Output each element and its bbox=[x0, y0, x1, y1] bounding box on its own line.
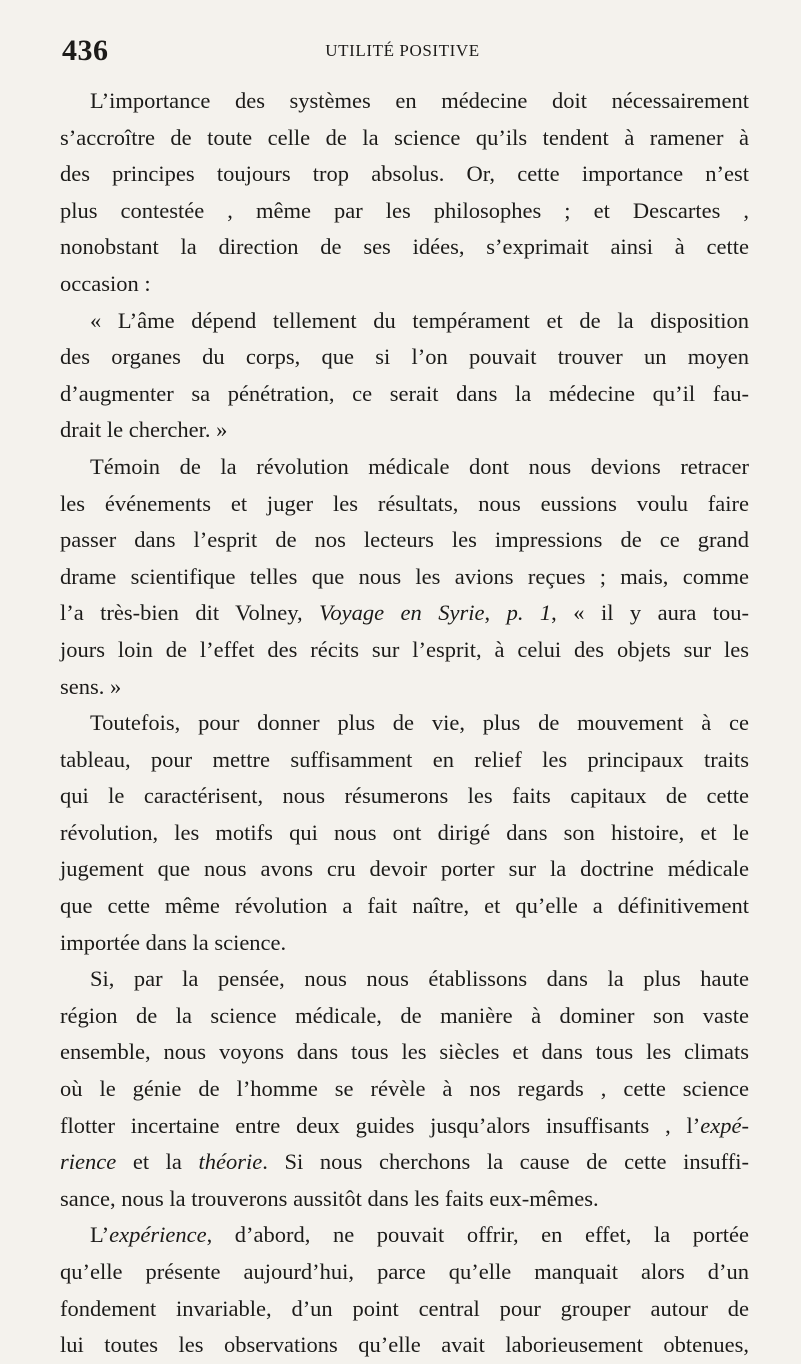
text-line: lui toutes les observations qu’elle avait laborieusement obtenues, bbox=[60, 1332, 749, 1358]
text-line: « L’âme dépend tellement du tempérament et de la disposition bbox=[90, 307, 749, 333]
text-line: des organes du corps, que si l’on pouvait trouver un moyen bbox=[60, 344, 749, 370]
text-line: jugement que nous avons cru devoir porter sur la doctrine médicale bbox=[60, 856, 749, 882]
text-line: qui le caractérisent, nous résumerons les faits capitaux de cette bbox=[60, 783, 749, 809]
running-head bbox=[62, 34, 743, 68]
text-line: des principes toujours trop absolus. Or, cette importance n’est bbox=[60, 161, 749, 187]
text-line: s’accroître de toute celle de la science qu’ils tendent à ramener à bbox=[60, 124, 749, 150]
text-line: passer dans l’esprit de nos lecteurs les impressions de ce grand bbox=[60, 527, 749, 553]
text-line: tableau, pour mettre suffisamment en relief les principaux traits bbox=[60, 746, 749, 772]
text-line: qu’elle présente aujourd’hui, parce qu’elle manquait alors d’un bbox=[60, 1259, 749, 1284]
page-number: 436 bbox=[62, 34, 109, 67]
text-line: sens. » bbox=[60, 673, 122, 699]
text-line: les événements et juger les résultats, nous eussions voulu faire bbox=[60, 490, 749, 516]
text-line: importée dans la science. bbox=[60, 929, 287, 955]
text-line: flotter incertaine entre deux guides jusqu’alors insuffisants , l’expé- bbox=[60, 1112, 749, 1138]
text-line: drait le chercher. » bbox=[60, 417, 228, 443]
text-line: Si, par la pensée, nous nous établissons dans la plus haute bbox=[90, 966, 749, 992]
text-line: Toutefois, pour donner plus de vie, plus de mouvement à ce bbox=[90, 710, 749, 736]
text-line: L’importance des systèmes en médecine doit nécessairement bbox=[90, 88, 749, 113]
text-line: L’expérience, d’abord, ne pouvait offrir, en effet, la portée bbox=[90, 1222, 749, 1248]
text-line: Témoin de la révolution médicale dont nous devions retracer bbox=[90, 453, 749, 479]
text-line: d’augmenter sa pénétration, ce serait dans la médecine qu’il fau- bbox=[60, 380, 749, 406]
text-line: nonobstant la direction de ses idées, s’exprimait ainsi à cette bbox=[60, 234, 749, 260]
text-line: ensemble, nous voyons dans tous les siècles et dans tous les climats bbox=[60, 1039, 749, 1065]
running-title: UTILITÉ POSITIVE bbox=[325, 41, 480, 60]
text-line: où le génie de l’homme se révèle à nos regards , cette science bbox=[60, 1076, 749, 1102]
text-line: l’a très-bien dit Volney, Voyage en Syrie, p. 1, « il y aura tou- bbox=[60, 600, 750, 626]
text-line: plus contestée , même par les philosophes ; et Descartes , bbox=[60, 197, 749, 223]
text-line: drame scientifique telles que nous les avions reçues ; mais, comme bbox=[60, 563, 749, 589]
text-line: rience et la théorie. Si nous cherchons la cause de cette insuffi- bbox=[60, 1149, 749, 1175]
text-line: jours loin de l’effet des récits sur l’esprit, à celui des objets sur les bbox=[60, 636, 749, 662]
body-text bbox=[60, 83, 749, 1364]
text-line: sance, nous la trouverons aussitôt dans les faits eux-mêmes. bbox=[60, 1185, 599, 1211]
text-line: que cette même révolution a fait naître, et qu’elle a définitivement bbox=[60, 893, 749, 919]
text-line: région de la science médicale, de manière à dominer son vaste bbox=[60, 1002, 749, 1028]
text-line: révolution, les motifs qui nous ont dirigé dans son histoire, et le bbox=[60, 819, 749, 845]
text-line: occasion : bbox=[60, 270, 151, 296]
text-line: fondement invariable, d’un point central pour grouper autour de bbox=[60, 1295, 749, 1321]
